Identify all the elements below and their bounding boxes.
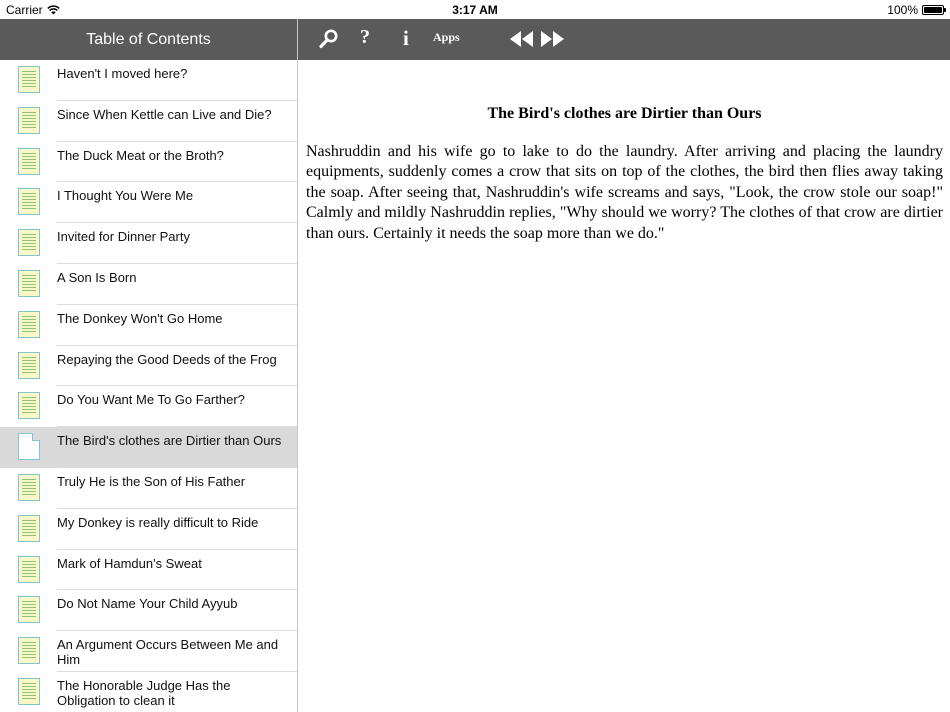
search-icon <box>318 28 340 50</box>
document-icon <box>18 678 40 705</box>
clock: 3:17 AM <box>452 3 498 17</box>
document-icon <box>18 107 40 134</box>
carrier-label: Carrier <box>6 3 43 17</box>
icon-wrapper <box>0 142 57 175</box>
toc-item[interactable] <box>0 142 297 183</box>
icon-wrapper <box>0 223 57 256</box>
reader-toolbar <box>298 19 950 60</box>
toc-item[interactable] <box>0 264 297 305</box>
toc-item[interactable] <box>0 672 297 712</box>
icon-wrapper <box>0 386 57 419</box>
toc-item-label: The Honorable Judge Has the Obligation to clean it <box>57 677 231 708</box>
icon-wrapper <box>0 590 57 623</box>
toc-item-label: Since When Kettle can Live and Die? <box>57 106 272 122</box>
story-content <box>299 60 950 712</box>
table-of-contents-sidebar <box>0 19 298 712</box>
icon-wrapper <box>0 182 57 215</box>
toc-item[interactable] <box>0 590 297 631</box>
toc-item-label: Invited for Dinner Party <box>57 229 190 245</box>
battery-percent: 100% <box>887 3 918 17</box>
document-icon <box>18 637 40 664</box>
icon-wrapper <box>0 509 57 542</box>
toc-item-label: I Thought You Were Me <box>57 188 194 204</box>
document-icon <box>18 229 40 256</box>
previous-chapter-button[interactable] <box>509 30 535 48</box>
apps-button[interactable]: Apps <box>433 30 460 44</box>
icon-wrapper <box>0 60 57 93</box>
document-icon <box>18 311 40 338</box>
icon-wrapper <box>0 305 57 338</box>
toc-item[interactable] <box>0 182 297 223</box>
rewind-icon <box>509 30 535 48</box>
toc-item[interactable] <box>0 305 297 346</box>
document-icon <box>18 270 40 297</box>
toc-item[interactable] <box>0 550 297 591</box>
toc-item[interactable] <box>0 631 297 672</box>
document-icon <box>18 352 40 379</box>
battery-icon <box>922 5 944 15</box>
toc-item-label: The Donkey Won't Go Home <box>57 310 223 326</box>
sidebar-header <box>0 19 297 60</box>
toc-item-label: Repaying the Good Deeds of the Frog <box>57 351 277 367</box>
icon-wrapper <box>0 264 57 297</box>
toc-item-label: Mark of Hamdun's Sweat <box>57 555 202 571</box>
toc-item[interactable] <box>0 101 297 142</box>
search-button[interactable] <box>318 28 340 50</box>
help-button[interactable]: ? <box>360 26 370 48</box>
icon-wrapper <box>0 101 57 134</box>
toc-item-label: The Duck Meat or the Broth? <box>57 147 224 163</box>
toc-item-label: My Donkey is really difficult to Ride <box>57 514 259 530</box>
toc-item-label: The Bird's clothes are Dirtier than Ours <box>57 433 282 449</box>
toc-item-label: An Argument Occurs Between Me and Him <box>57 637 279 668</box>
toc-item-label: Do Not Name Your Child Ayyub <box>57 596 238 612</box>
toc-list <box>0 60 297 712</box>
toc-item[interactable] <box>0 427 297 468</box>
document-icon <box>18 515 40 542</box>
icon-wrapper <box>0 346 57 379</box>
toc-item[interactable] <box>0 386 297 427</box>
document-icon <box>18 474 40 501</box>
battery-indicator <box>887 3 944 17</box>
toc-item[interactable] <box>0 468 297 509</box>
toc-item-label: A Son Is Born <box>57 269 137 285</box>
document-icon <box>18 556 40 583</box>
toc-item[interactable] <box>0 346 297 387</box>
document-icon <box>18 66 40 93</box>
toc-item-label: Truly He is the Son of His Father <box>57 473 246 489</box>
icon-wrapper <box>0 427 57 460</box>
status-bar <box>0 0 950 19</box>
info-button[interactable]: i <box>403 26 409 50</box>
document-icon <box>18 392 40 419</box>
icon-wrapper <box>0 550 57 583</box>
document-icon <box>18 596 40 623</box>
sidebar-title: Table of Contents <box>86 30 211 48</box>
next-chapter-button[interactable] <box>539 30 565 48</box>
toc-item[interactable] <box>0 60 297 101</box>
icon-wrapper <box>0 672 57 705</box>
story-title: The Bird's clothes are Dirtier than Ours <box>487 105 762 122</box>
icon-wrapper <box>0 468 57 501</box>
toc-item[interactable] <box>0 223 297 264</box>
document-icon <box>18 188 40 215</box>
toc-item-label: Haven't I moved here? <box>57 66 188 81</box>
toc-item[interactable] <box>0 509 297 550</box>
fast-forward-icon <box>539 30 565 48</box>
icon-wrapper <box>0 631 57 664</box>
document-icon <box>18 148 40 175</box>
story-body: Nashruddin and his wife go to lake to do the laundry. After arriving and placing the laundry equipments, suddenly comes a crow that sits on top of the clothes, the bird then flies away taking the soap. After seeing that, Nashruddin's wife screams and says, "Look, the crow stole our soap!" Calmly and mildly Nashruddin replies, "Why should we worry? The clothes of that crow are dirtier than ours. Certainly it needs the soap more than we do." <box>306 143 943 242</box>
toc-item-label: Do You Want Me To Go Farther? <box>57 392 245 408</box>
open-document-icon <box>18 433 40 460</box>
